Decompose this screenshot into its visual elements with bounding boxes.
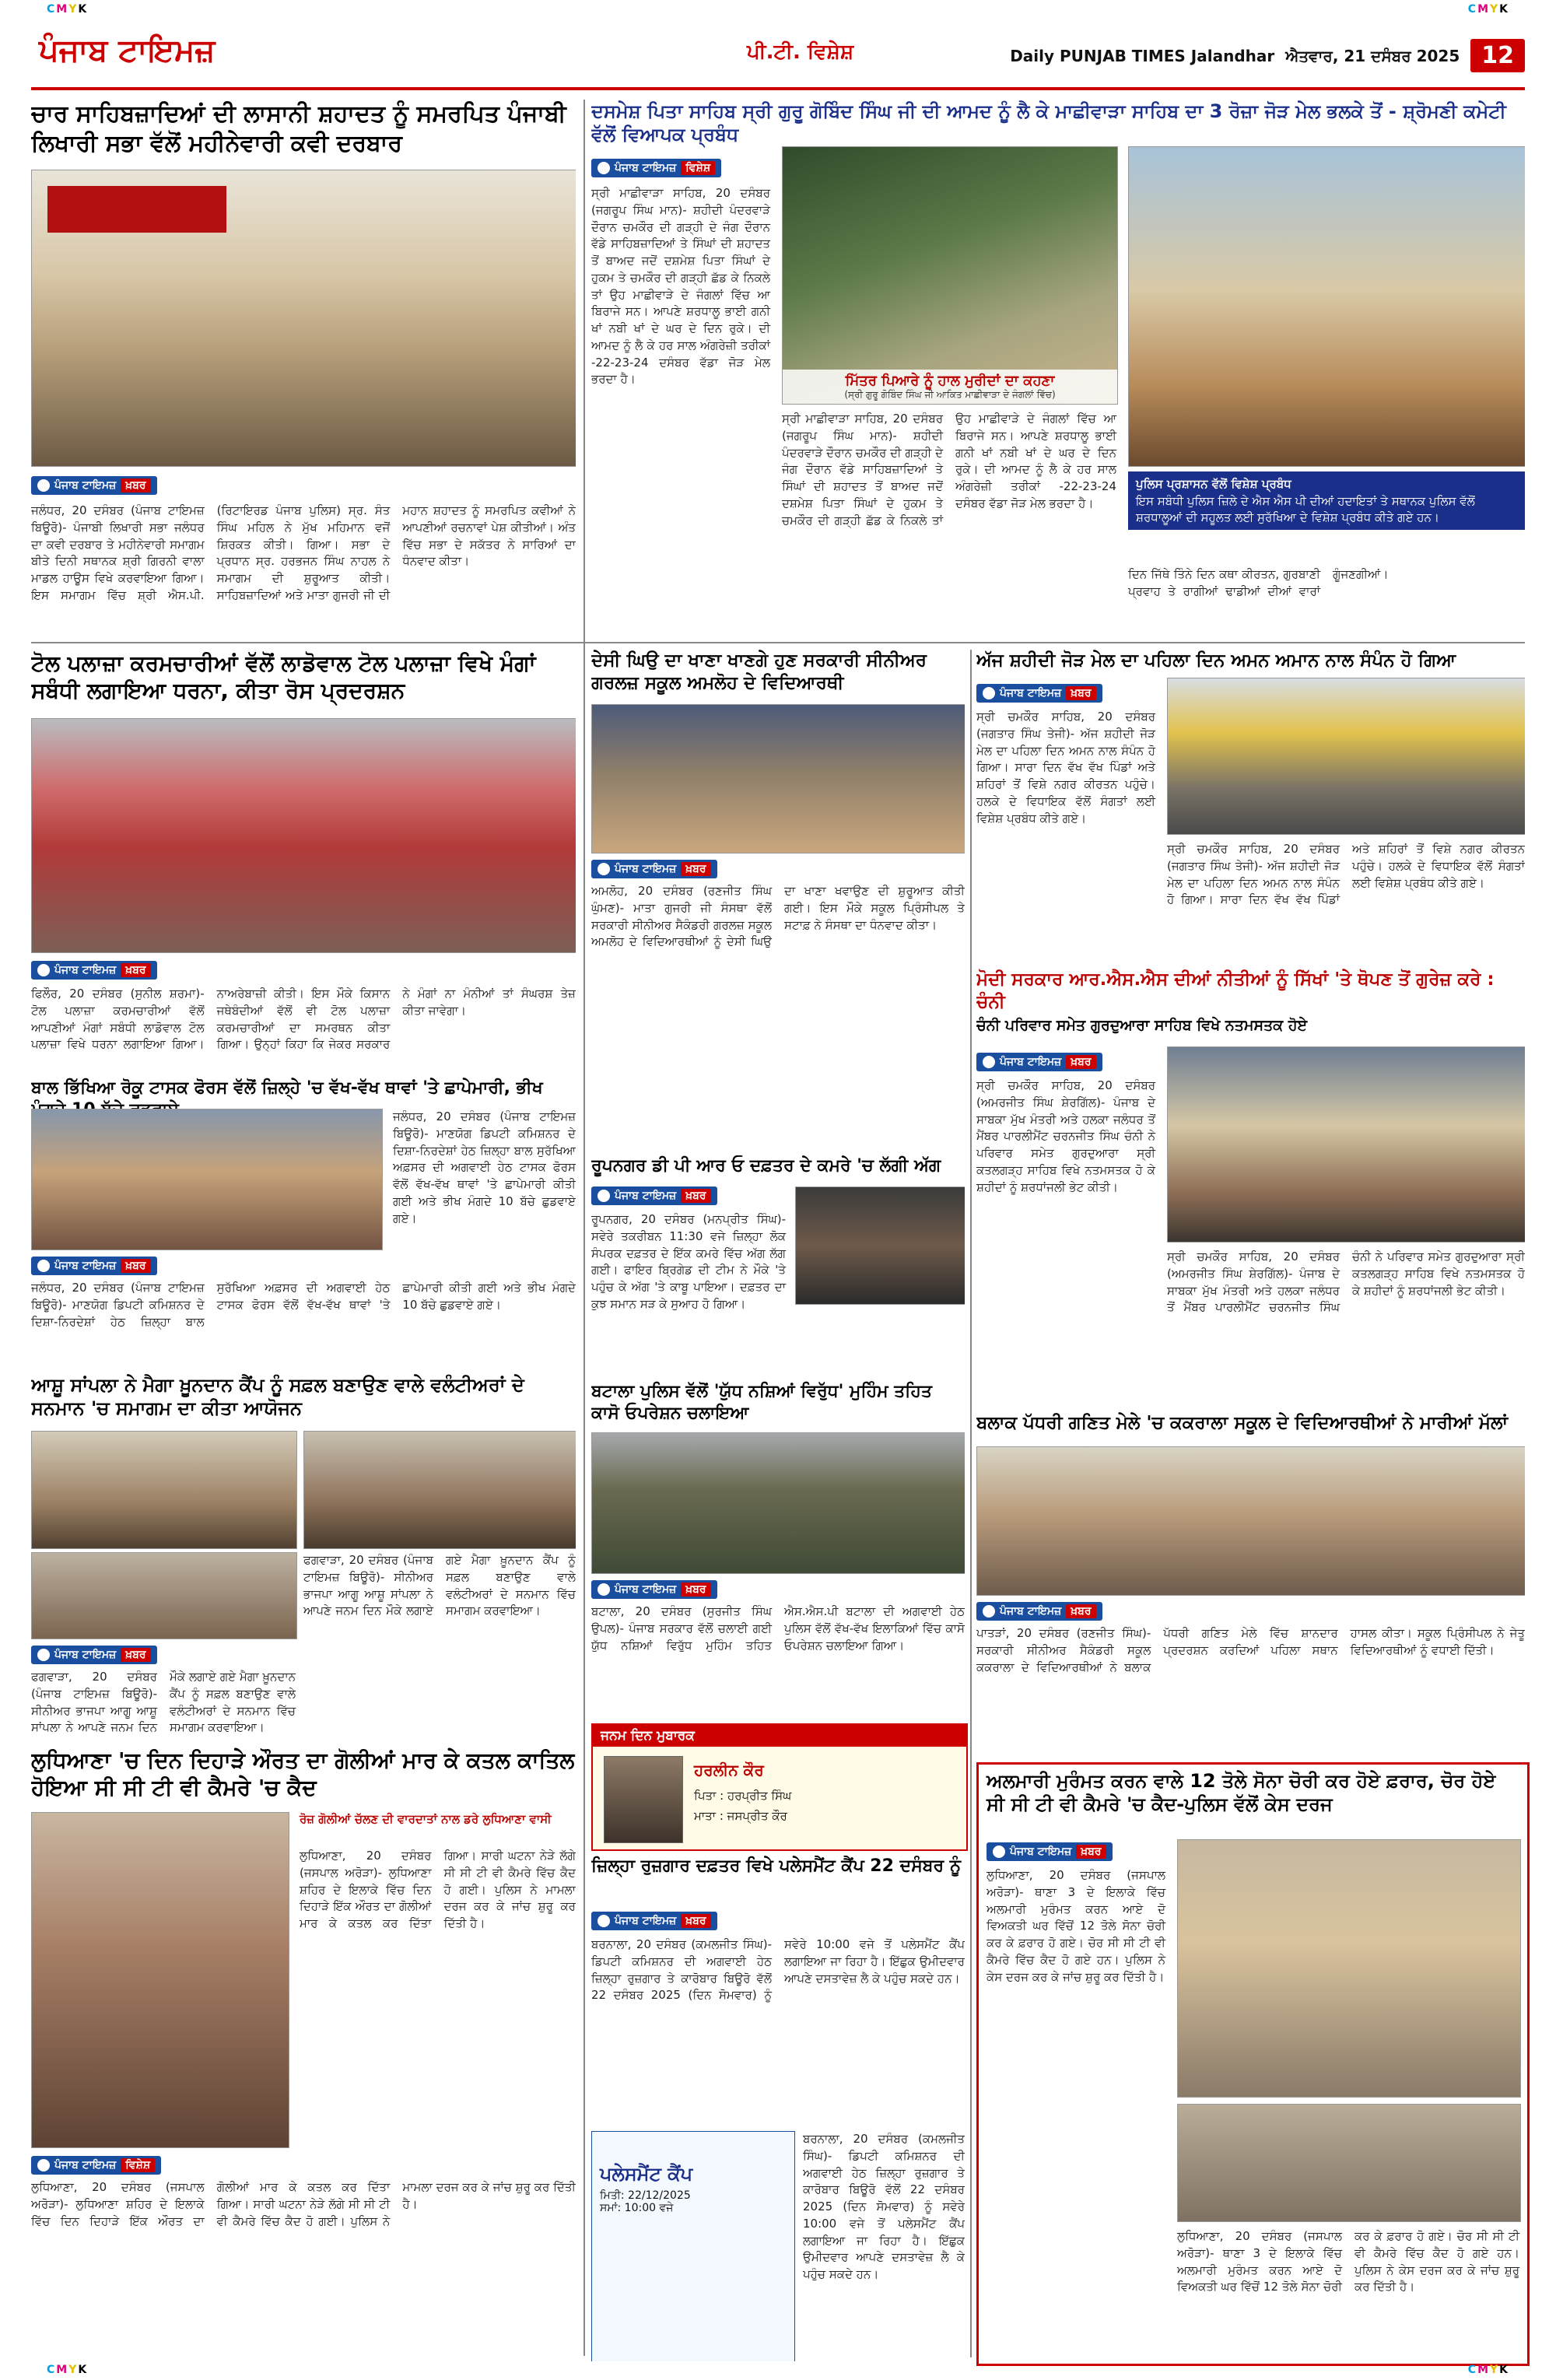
photo-cctv-1: [1177, 1839, 1521, 2098]
headline: ਜ਼ਿਲ੍ਹਾ ਰੁਜ਼ਗਾਰ ਦਫ਼ਤਰ ਵਿਖੇ ਪਲੇਸਮੈਂਟ ਕੈਂਪ 22 ਦਸੰਬਰ ਨੂੰ: [591, 1856, 962, 1876]
article-body: ਬਟਾਲਾ, 20 ਦਸੰਬਰ (ਸੁਰਜੀਤ ਸਿੰਘ ਉਪਲ)- ਪੰਜਾਬ ਸਰਕਾਰ ਵੱਲੋਂ ਚਲਾਈ ਗਈ ਯੁੱਧ ਨਸ਼ਿਆਂ ਵਿਰੁੱਧ ਮੁਹਿੰਮ ਤਹਿਤ ਐਸ.ਐਸ.ਪੀ ਬਟਾਲਾ ਦੀ ਅਗਵਾਈ ਹੇਠ ਪੁਲਿਸ ਵੱਲੋਂ ਵੱਖ-ਵੱਖ ਇਲਾਕਿਆਂ ਵਿੱਚ ਕਾਸੋ ਓਪਰੇਸ਼ਨ ਚਲਾਇਆ ਗਿਆ।: [591, 1604, 965, 1653]
photo-sahibzade-painting: [1128, 146, 1525, 467]
birthday-name: ਹਰਲੀਨ ਕੌਰ: [694, 1761, 764, 1779]
logo-icon: [37, 1649, 50, 1661]
article-kavi-darbar: [31, 100, 576, 636]
article-body-side: ਲੁਧਿਆਣਾ, 20 ਦਸੰਬਰ (ਜਸਪਾਲ ਅਰੋੜਾ)- ਲੁਧਿਆਣਾ ਸ਼ਹਿਰ ਦੇ ਇਲਾਕੇ ਵਿੱਚ ਦਿਨ ਦਿਹਾੜੇ ਇੱਕ ਔਰਤ ਦਾ ਗੋਲੀਆਂ ਮਾਰ ਕੇ ਕਤਲ ਕਰ ਦਿੱਤਾ ਗਿਆ। ਸਾਰੀ ਘਟਨਾ ਨੇੜੇ ਲੱਗੇ ਸੀ ਸੀ ਟੀ ਵੀ ਕੈਮਰੇ ਵਿੱਚ ਕੈਦ ਹੋ ਗਈ। ਪੁਲਿਸ ਨੇ ਮਾਮਲਾ ਦਰਜ ਕਰ ਕੇ ਜਾਂਚ ਸ਼ੁਰੂ ਕਰ ਦਿੱਤੀ ਹੈ।: [300, 1849, 576, 1930]
news-tag: ਪੰਜਾਬ ਟਾਇਮਜ਼ ਖ਼ਬਰ: [591, 1580, 717, 1599]
article-body: ਫਗਵਾੜਾ, 20 ਦਸੰਬਰ (ਪੰਜਾਬ ਟਾਇਮਜ਼ ਬਿਊਰੋ)- ਸੀਨੀਅਰ ਭਾਜਪਾ ਆਗੂ ਆਸ਼ੂ ਸਾਂਪਲਾ ਨੇ ਆਪਣੇ ਜਨਮ ਦਿਨ ਮੌਕੇ ਲਗਾਏ ਗਏ ਮੈਗਾ ਖ਼ੂਨਦਾਨ ਕੈਂਪ ਨੂੰ ਸਫ਼ਲ ਬਣਾਉਣ ਵਾਲੇ ਵਲੰਟੀਅਰਾਂ ਦੇ ਸਨਮਾਨ ਵਿੱਚ ਸਮਾਗਮ ਕਰਵਾਇਆ।: [31, 1670, 296, 1735]
article-body: ਪਾਤੜਾਂ, 20 ਦਸੰਬਰ (ਰਣਜੀਤ ਸਿੰਘ)- ਸਰਕਾਰੀ ਸੀਨੀਅਰ ਸੈਕੰਡਰੀ ਸਕੂਲ ਕਕਰਾਲਾ ਦੇ ਵਿਦਿਆਰਥੀਆਂ ਨੇ ਬਲਾਕ ਪੱਧਰੀ ਗਣਿਤ ਮੇਲੇ ਵਿੱਚ ਸ਼ਾਨਦਾਰ ਪ੍ਰਦਰਸ਼ਨ ਕਰਦਿਆਂ ਪਹਿਲਾ ਸਥਾਨ ਹਾਸਲ ਕੀਤਾ। ਸਕੂਲ ਪ੍ਰਿੰਸੀਪਲ ਨੇ ਜੇਤੂ ਵਿਦਿਆਰਥੀਆਂ ਨੂੰ ਵਧਾਈ ਦਿੱਤੀ।: [976, 1626, 1525, 1674]
banner-graphic: [47, 186, 226, 233]
vishesh-tag: ਪੰਜਾਬ ਟਾਇਮਜ਼ ਵਿਸ਼ੇਸ਼: [591, 159, 721, 177]
article-body: ਬਰਨਾਲਾ, 20 ਦਸੰਬਰ (ਕਮਲਜੀਤ ਸਿੰਘ)- ਡਿਪਟੀ ਕਮਿਸ਼ਨਰ ਦੀ ਅਗਵਾਈ ਹੇਠ ਜ਼ਿਲ੍ਹਾ ਰੁਜ਼ਗਾਰ ਤੇ ਕਾਰੋਬਾਰ ਬਿਊਰੋ ਵੱਲੋਂ 22 ਦਸੰਬਰ 2025 (ਦਿਨ ਸੋਮਵਾਰ) ਨੂੰ ਸਵੇਰੇ 10:00 ਵਜੇ ਤੋਂ ਪਲੇਸਮੈਂਟ ਕੈਂਪ ਲਗਾਇਆ ਜਾ ਰਿਹਾ ਹੈ। ਇੱਛੁਕ ਉਮੀਦਵਾਰ ਆਪਣੇ ਦਸਤਾਵੇਜ਼ ਲੈ ਕੇ ਪਹੁੰਚ ਸਕਦੇ ਹਨ।: [591, 1937, 965, 2003]
article-channi: [976, 969, 1525, 1404]
cmyk-mark-bottom-right: CMYK: [1467, 2364, 1509, 2376]
logo-icon: [983, 1605, 995, 1618]
article-note: ਦਿਨ ਜਿੱਥੇ ਤਿੰਨੇ ਦਿਨ ਕਥਾ ਕੀਰਤਨ, ਗੁਰਬਾਣੀ ਪ੍ਰਵਾਹ ਤੇ ਰਾਗੀਆਂ ਢਾਡੀਆਂ ਦੀਆਂ ਵਾਰਾਂ ਗੂੰਜਣਗੀਆਂ।: [1128, 567, 1389, 598]
article-kakrala-school: [976, 1412, 1525, 1754]
photo-math-fair: [976, 1446, 1525, 1596]
news-tag: ਪੰਜਾਬ ਟਾਇਮਜ਼ ਖ਼ਬਰ: [31, 1646, 157, 1664]
logo-icon: [37, 964, 50, 976]
birthday-title: ਜਨਮ ਦਿਨ ਮੁਬਾਰਕ: [593, 1725, 966, 1747]
article-body: ਫਿਲੌਰ, 20 ਦਸੰਬਰ (ਸੁਨੀਲ ਸ਼ਰਮਾ)- ਟੋਲ ਪਲਾਜ਼ਾ ਕਰਮਚਾਰੀਆਂ ਵੱਲੋਂ ਆਪਣੀਆਂ ਮੰਗਾਂ ਸਬੰਧੀ ਲਾਡੋਵਾਲ ਟੋਲ ਪਲਾਜ਼ਾ ਵਿਖੇ ਧਰਨਾ ਲਗਾਇਆ ਗਿਆ। ਨਾਅਰੇਬਾਜ਼ੀ ਕੀਤੀ। ਇਸ ਮੌਕੇ ਕਿਸਾਨ ਜਥੇਬੰਦੀਆਂ ਵੱਲੋਂ ਵੀ ਟੋਲ ਪਲਾਜ਼ਾ ਕਰਮਚਾਰੀਆਂ ਦਾ ਸਮਰਥਨ ਕੀਤਾ ਗਿਆ। ਉਨ੍ਹਾਂ ਕਿਹਾ ਕਿ ਜੇਕਰ ਸਰਕਾਰ ਨੇ ਮੰਗਾਂ ਨਾ ਮੰਨੀਆਂ ਤਾਂ ਸੰਘਰਸ਼ ਤੇਜ਼ ਕੀਤਾ ਜਾਵੇਗਾ।: [31, 987, 576, 1052]
police-box-text: ਇਸ ਸਬੰਧੀ ਪੁਲਿਸ ਜ਼ਿਲੇ ਦੇ ਐਸ ਐਸ ਪੀ ਦੀਆਂ ਹਦਾਇਤਾਂ ਤੇ ਸਥਾਨਕ ਪੁਲਿਸ ਵੱਲੋਂ ਸ਼ਰਧਾਲੂਆਂ ਦੀ ਸਹੂਲਤ ਲਈ ਸੁਰੱਖਿਆ ਦੇ ਵਿਸ਼ੇਸ਼ ਪ੍ਰਬੰਧ ਕੀਤੇ ਗਏ ਹਨ।: [1136, 494, 1475, 524]
logo-icon: [598, 162, 610, 174]
news-tag: ਪੰਜਾਬ ਟਾਇਮਜ਼ ਖ਼ਬਰ: [31, 476, 157, 495]
police-box-title: ਪੁਲਿਸ ਪ੍ਰਸ਼ਾਸਨ ਵੱਲੋਂ ਵਿਸ਼ੇਸ਼ ਪ੍ਰਬੰਧ: [1136, 477, 1291, 491]
news-tag: ਪੰਜਾਬ ਟਾਇਮਜ਼ ਖ਼ਬਰ: [31, 1257, 157, 1275]
article-body: ਲੁਧਿਆਣਾ, 20 ਦਸੰਬਰ (ਜਸਪਾਲ ਅਰੋੜਾ)- ਲੁਧਿਆਣਾ ਸ਼ਹਿਰ ਦੇ ਇਲਾਕੇ ਵਿੱਚ ਦਿਨ ਦਿਹਾੜੇ ਇੱਕ ਔਰਤ ਦਾ ਗੋਲੀਆਂ ਮਾਰ ਕੇ ਕਤਲ ਕਰ ਦਿੱਤਾ ਗਿਆ। ਸਾਰੀ ਘਟਨਾ ਨੇੜੇ ਲੱਗੇ ਸੀ ਸੀ ਟੀ ਵੀ ਕੈਮਰੇ ਵਿੱਚ ਕੈਦ ਹੋ ਗਈ। ਪੁਲਿਸ ਨੇ ਮਾਮਲਾ ਦਰਜ ਕਰ ਕੇ ਜਾਂਚ ਸ਼ੁਰੂ ਕਰ ਦਿੱਤੀ ਹੈ।: [31, 2180, 576, 2228]
cmyk-mark-left: CMYK: [47, 3, 89, 16]
news-tag: ਪੰਜਾਬ ਟਾਇਮਜ਼ ਖ਼ਬਰ: [976, 684, 1102, 703]
poster-time: ਸਮਾਂ: 10:00 ਵਜੇ: [600, 2202, 674, 2214]
news-tag: ਪੰਜਾਬ ਟਾਇਮਜ਼ ਖ਼ਬਰ: [976, 1053, 1102, 1071]
photo-caption: ਮਿੱਤਰ ਪਿਆਰੇ ਨੂੰ ਹਾਲ ਮੁਰੀਦਾਂ ਦਾ ਕਹਣਾ: [845, 373, 1055, 389]
photo-subcaption: (ਸ੍ਰੀ ਗੁਰੂ ਗੋਬਿੰਦ ਸਿੰਘ ਜੀ ਆਕਿਤ ਮਾਛੀਵਾੜਾ ਦੇ ਜੰਗਲਾਂ ਵਿੱਚ): [844, 389, 1056, 400]
photo-task-force: [31, 1109, 383, 1250]
poster-title: ਪਲੇਸਮੈਂਟ ਕੈਂਪ: [600, 2163, 693, 2185]
news-tag: ਪੰਜਾਬ ਟਾਇਮਜ਼ ਖ਼ਬਰ: [591, 1912, 717, 1930]
headline: ਰੂਪਨਗਰ ਡੀ ਪੀ ਆਰ ਓ ਦਫ਼ਤਰ ਦੇ ਕਮਰੇ 'ਚ ਲੱਗੀ ਅੱਗ: [591, 1156, 941, 1176]
birthday-photo: [604, 1756, 683, 1843]
headline: ਦਸਮੇਸ਼ ਪਿਤਾ ਸਾਹਿਬ ਸ੍ਰੀ ਗੁਰੂ ਗੋਬਿੰਦ ਸਿੰਘ ਜੀ ਦੀ ਆਮਦ ਨੂੰ ਲੈ ਕੇ ਮਾਛੀਵਾੜਾ ਸਾਹਿਬ ਦਾ 3 ਰੋਜ਼ਾ ਜੋੜ ਮੇਲ ਭਲਕੇ ਤੋਂ - ਸ਼੍ਰੋਮਣੀ ਕਮੇਟੀ ਵੱਲੋਂ ਵਿਆਪਕ ਪ੍ਰਬੰਧ: [591, 100, 1506, 145]
news-tag: ਪੰਜਾਬ ਟਾਇਮਜ਼ ਖ਼ਬਰ: [591, 860, 717, 878]
brand-title: ਪੰਜਾਬ ਟਾਇਮਜ਼: [39, 33, 216, 68]
page-number: 12: [1470, 39, 1525, 72]
photo-cctv-2: [1177, 2104, 1521, 2222]
headline: ਮੋਦੀ ਸਰਕਾਰ ਆਰ.ਐਸ.ਐਸ ਦੀਆਂ ਨੀਤੀਆਂ ਨੂੰ ਸਿੱਖਾਂ 'ਤੇ ਥੋਪਣ ਤੋਂ ਗੁਰੇਜ਼ ਕਰੇ : ਚੰਨੀ: [976, 969, 1495, 1012]
section-title: ਪੀ.ਟੀ. ਵਿਸ਼ੇਸ਼: [747, 40, 854, 64]
divider: [31, 642, 1525, 643]
headline: ਆਸ਼ੂ ਸਾਂਪਲਾ ਨੇ ਮੈਗਾ ਖ਼ੂਨਦਾਨ ਕੈਂਪ ਨੂੰ ਸਫ਼ਲ ਬਣਾਉਣ ਵਾਲੇ ਵਲੰਟੀਅਰਾਂ ਦੇ ਸਨਮਾਨ 'ਚ ਸਮਾਗਮ ਦਾ ਕੀਤਾ ਆਯੋਜਨ: [31, 1374, 524, 1419]
article-body: ਸ੍ਰੀ ਚਮਕੌਰ ਸਾਹਿਬ, 20 ਦਸੰਬਰ (ਜਗਤਾਰ ਸਿੰਘ ਤੇਜੀ)- ਅੱਜ ਸ਼ਹੀਦੀ ਜੋੜ ਮੇਲ ਦਾ ਪਹਿਲਾ ਦਿਨ ਅਮਨ ਨਾਲ ਸੰਪੰਨ ਹੋ ਗਿਆ। ਸਾਰਾ ਦਿਨ ਵੱਖ ਵੱਖ ਪਿੰਡਾਂ ਅਤੇ ਸ਼ਹਿਰਾਂ ਤੋਂ ਵਿਸ਼ੇ ਨਗਰ ਕੀਰਤਨ ਪਹੁੰਚੇ। ਹਲਕੇ ਦੇ ਵਿਧਾਇਕ ਵੱਲੋਂ ਸੰਗਤਾਂ ਲਈ ਵਿਸ਼ੇਸ਼ ਪ੍ਰਬੰਧ ਕੀਤੇ ਗਏ।: [976, 710, 1155, 825]
birthday-father: ਪਿਤਾ : ਹਰਪ੍ਰੀਤ ਸਿੰਘ: [694, 1789, 792, 1803]
logo-icon: [598, 1583, 610, 1596]
article-body-continued: ਸ੍ਰੀ ਚਮਕੌਰ ਸਾਹਿਬ, 20 ਦਸੰਬਰ (ਜਗਤਾਰ ਸਿੰਘ ਤੇਜੀ)- ਅੱਜ ਸ਼ਹੀਦੀ ਜੋੜ ਮੇਲ ਦਾ ਪਹਿਲਾ ਦਿਨ ਅਮਨ ਨਾਲ ਸੰਪੰਨ ਹੋ ਗਿਆ। ਸਾਰਾ ਦਿਨ ਵੱਖ ਵੱਖ ਪਿੰਡਾਂ ਅਤੇ ਸ਼ਹਿਰਾਂ ਤੋਂ ਵਿਸ਼ੇ ਨਗਰ ਕੀਰਤਨ ਪਹੁੰਚੇ। ਹਲਕੇ ਦੇ ਵਿਧਾਇਕ ਵੱਲੋਂ ਸੰਗਤਾਂ ਲਈ ਵਿਸ਼ੇਸ਼ ਪ੍ਰਬੰਧ ਕੀਤੇ ਗਏ।: [1167, 842, 1525, 907]
masthead: [31, 28, 1525, 90]
logo-icon: [598, 1915, 610, 1927]
photo-toll-protest: [31, 718, 576, 953]
headline: ਦੇਸੀ ਘਿਉ ਦਾ ਖਾਣਾ ਖਾਣਗੇ ਹੁਣ ਸਰਕਾਰੀ ਸੀਨੀਅਰ ਗਰਲਜ਼ ਸਕੂਲ ਅਮਲੋਹ ਦੇ ਵਿਦਿਆਰਥੀ: [591, 650, 927, 693]
article-placement-camp: [591, 1856, 965, 2361]
logo-icon: [983, 1056, 995, 1068]
logo-icon: [993, 1845, 1005, 1858]
article-jor-mel: [976, 650, 1525, 961]
article-machhiwara: [591, 100, 1525, 636]
inset-heading: ਰੋਜ਼ ਗੋਲੀਆਂ ਚੱਲਣ ਦੀ ਵਾਰਦਾਤਾਂ ਨਾਲ ਡਰੇ ਲੁਧਿਆਣਾ ਵਾਸੀ: [300, 1812, 552, 1826]
logo-icon: [598, 1190, 610, 1202]
birthday-box: [591, 1723, 968, 1851]
logo-icon: [37, 479, 50, 492]
logo-icon: [37, 1260, 50, 1272]
headline: ਬਲਾਕ ਪੱਧਰੀ ਗਣਿਤ ਮੇਲੇ 'ਚ ਕਕਰਾਲਾ ਸਕੂਲ ਦੇ ਵਿਦਿਆਰਥੀਆਂ ਨੇ ਮਾਰੀਆਂ ਮੱਲਾਂ: [976, 1413, 1509, 1433]
photo-guru-painting: [782, 146, 1118, 405]
article-body: ਸ੍ਰੀ ਮਾਛੀਵਾੜਾ ਸਾਹਿਬ, 20 ਦਸੰਬਰ (ਜਗਰੂਪ ਸਿੰਘ ਮਾਨ)- ਸ਼ਹੀਦੀ ਪੰਦਰਵਾੜੇ ਦੌਰਾਨ ਚਮਕੌਰ ਦੀ ਗੜ੍ਹੀ ਦੇ ਜੰਗ ਦੌਰਾਨ ਵੱਡੇ ਸਾਹਿਬਜ਼ਾਦਿਆਂ ਤੇ ਸਿੰਘਾਂ ਦੀ ਸ਼ਹਾਦਤ ਤੋਂ ਬਾਅਦ ਜਦੋਂ ਦਸ਼ਮੇਸ਼ ਪਿਤਾ ਸਿੰਘਾਂ ਦੇ ਹੁਕਮ ਤੇ ਚਮਕੌਰ ਦੀ ਗੜ੍ਹੀ ਛੱਡ ਕੇ ਨਿਕਲੇ ਤਾਂ ਉਹ ਮਾਛੀਵਾੜੇ ਦੇ ਜੰਗਲਾਂ ਵਿੱਚ ਆ ਬਿਰਾਜੇ ਸਨ। ਆਪਣੇ ਸ਼ਰਧਾਲੂ ਭਾਈ ਗਨੀ ਖਾਂ ਨਬੀ ਖਾਂ ਦੇ ਘਰ ਦੇ ਦਿਨ ਰੁਕੇ। ਦੀ ਆਮਦ ਨੂੰ ਲੈ ਕੇ ਹਰ ਸਾਲ ਅੰਗਰੇਜ਼ੀ ਤਰੀਕਾਂ -22-23-24 ਦਸੰਬਰ ਵੱਡਾ ਜੋੜ ਮੇਲ ਭਰਦਾ ਹੈ।: [591, 186, 770, 387]
logo-icon: [37, 2159, 50, 2171]
photo-school-meal: [591, 704, 965, 854]
logo-icon: [983, 687, 995, 699]
article-body: ਸ੍ਰੀ ਚਮਕੌਰ ਸਾਹਿਬ, 20 ਦਸੰਬਰ (ਅਮਰਜੀਤ ਸਿੰਘ ਸ਼ੇਰਗਿੱਲ)- ਪੰਜਾਬ ਦੇ ਸਾਬਕਾ ਮੁੱਖ ਮੰਤਰੀ ਅਤੇ ਹਲਕਾ ਜਲੰਧਰ ਤੋਂ ਮੈਂਬਰ ਪਾਰਲੀਮੈਂਟ ਚਰਨਜੀਤ ਸਿੰਘ ਚੰਨੀ ਨੇ ਪਰਿਵਾਰ ਸਮੇਤ ਗੁਰਦੁਆਰਾ ਸ੍ਰੀ ਕਤਲਗੜ੍ਹ ਸਾਹਿਬ ਵਿਖੇ ਨਤਮਸਤਕ ਹੋ ਕੇ ਸ਼ਹੀਦਾਂ ਨੂੰ ਸ਼ਰਧਾਂਜਲੀ ਭੇਟ ਕੀਤੀ।: [976, 1078, 1155, 1194]
paper-name: Daily PUNJAB TIMES Jalandhar: [1010, 46, 1275, 65]
photo-jor-mel: [1167, 678, 1525, 835]
vishesh-tag: ਪੰਜਾਬ ਟਾਇਮਜ਼ ਵਿਸ਼ੇਸ਼: [31, 2156, 161, 2175]
headline: ਚਾਰ ਸਾਹਿਬਜ਼ਾਦਿਆਂ ਦੀ ਲਾਸਾਨੀ ਸ਼ਹਾਦਤ ਨੂੰ ਸਮਰਪਿਤ ਪੰਜਾਬੀ ਲਿਖਾਰੀ ਸਭਾ ਵੱਲੋਂ ਮਹੀਨੇਵਾਰੀ ਕਵੀ ਦਰਬਾਰ: [31, 100, 566, 157]
news-tag: ਪੰਜਾਬ ਟਾਇਮਜ਼ ਖ਼ਬਰ: [591, 1186, 717, 1205]
article-body-continued: ਲੁਧਿਆਣਾ, 20 ਦਸੰਬਰ (ਜਸਪਾਲ ਅਰੋੜਾ)- ਥਾਣਾ 3 ਦੇ ਇਲਾਕੇ ਵਿੱਚ ਅਲਮਾਰੀ ਮੁਰੰਮਤ ਕਰਨ ਆਏ ਦੋ ਵਿਅਕਤੀ ਘਰ ਵਿੱਚੋਂ 12 ਤੋਲੇ ਸੋਨਾ ਚੋਰੀ ਕਰ ਕੇ ਫ਼ਰਾਰ ਹੋ ਗਏ। ਚੋਰ ਸੀ ਸੀ ਟੀ ਵੀ ਕੈਮਰੇ ਵਿੱਚ ਕੈਦ ਹੋ ਗਏ ਹਨ। ਪੁਲਿਸ ਨੇ ਕੇਸ ਦਰਜ ਕਰ ਕੇ ਜਾਂਚ ਸ਼ੁਰੂ ਕਰ ਦਿੱਤੀ ਹੈ।: [1177, 2229, 1519, 2294]
photo-victim: [31, 1812, 289, 2148]
headline: ਅੱਜ ਸ਼ਹੀਦੀ ਜੋੜ ਮੇਲ ਦਾ ਪਹਿਲਾ ਦਿਨ ਅਮਨ ਅਮਾਨ ਨਾਲ ਸੰਪੰਨ ਹੋ ਗਿਆ: [976, 650, 1456, 671]
article-ludhiana-murder: [31, 1747, 576, 2361]
photo-blood-camp-3: [31, 1552, 297, 1639]
photo-kavi-darbar: [31, 170, 576, 467]
article-desi-ghee: [591, 650, 965, 1148]
article-body-continued: ਬਰਨਾਲਾ, 20 ਦਸੰਬਰ (ਕਮਲਜੀਤ ਸਿੰਘ)- ਡਿਪਟੀ ਕਮਿਸ਼ਨਰ ਦੀ ਅਗਵਾਈ ਹੇਠ ਜ਼ਿਲ੍ਹਾ ਰੁਜ਼ਗਾਰ ਤੇ ਕਾਰੋਬਾਰ ਬਿਊਰੋ ਵੱਲੋਂ 22 ਦਸੰਬਰ 2025 (ਦਿਨ ਸੋਮਵਾਰ) ਨੂੰ ਸਵੇਰੇ 10:00 ਵਜੇ ਤੋਂ ਪਲੇਸਮੈਂਟ ਕੈਂਪ ਲਗਾਇਆ ਜਾ ਰਿਹਾ ਹੈ। ਇੱਛੁਕ ਉਮੀਦਵਾਰ ਆਪਣੇ ਦਸਤਾਵੇਜ਼ ਲੈ ਕੇ ਪਹੁੰਚ ਸਕਦੇ ਹਨ।: [803, 2132, 965, 2281]
headline: ਟੋਲ ਪਲਾਜ਼ਾ ਕਰਮਚਾਰੀਆਂ ਵੱਲੋਂ ਲਾਡੋਵਾਲ ਟੋਲ ਪਲਾਜ਼ਾ ਵਿਖੇ ਮੰਗਾਂ ਸਬੰਧੀ ਲਗਾਇਆ ਧਰਨਾ, ਕੀਤਾ ਰੋਸ ਪ੍ਰਦਰਸ਼ਨ: [31, 650, 536, 703]
police-box: [1128, 471, 1525, 530]
placement-poster: [591, 2131, 795, 2361]
news-tag: ਪੰਜਾਬ ਟਾਇਮਜ਼ ਖ਼ਬਰ: [31, 961, 157, 980]
article-body: ਜਲੰਧਰ, 20 ਦਸੰਬਰ (ਪੰਜਾਬ ਟਾਇਮਜ਼ ਬਿਊਰੋ)- ਪੰਜਾਬੀ ਲਿਖਾਰੀ ਸਭਾ ਜਲੰਧਰ ਦਾ ਕਵੀ ਦਰਬਾਰ ਤੇ ਮਹੀਨੇਵਾਰੀ ਸਮਾਗਮ ਬੀਤੇ ਦਿਨੀ ਸਥਾਨਕ ਸ਼੍ਰੀ ਗਿਰਨੀ ਵਾਲਾ ਮਾਡਲ ਹਾਊਸ ਵਿਖੇ ਕਰਵਾਇਆ ਗਿਆ। ਇਸ ਸਮਾਗਮ ਵਿੱਚ ਸ਼੍ਰੀ ਐਸ.ਪੀ. (ਰਿਟਾਇਰਡ ਪੰਜਾਬ ਪੁਲਿਸ) ਸ੍ਰ. ਸੰਤ ਸਿੰਘ ਮਹਿਲ ਨੇ ਮੁੱਖ ਮਹਿਮਾਨ ਵਜੋਂ ਸ਼ਿਰਕਤ ਕੀਤੀ। ਗਿਆ। ਸਭਾ ਦੇ ਪ੍ਰਧਾਨ ਸ੍ਰ. ਹਰਭਜਨ ਸਿੰਘ ਨਾਹਲ ਨੇ ਸਮਾਗਮ ਦੀ ਸ਼ੁਰੂਆਤ ਕੀਤੀ। ਸਾਹਿਬਜ਼ਾਦਿਆਂ ਅਤੇ ਮਾਤਾ ਗੁਜਰੀ ਜੀ ਦੀ ਮਹਾਨ ਸ਼ਹਾਦਤ ਨੂੰ ਸਮਰਪਿਤ ਕਵੀਆਂ ਨੇ ਆਪਣੀਆਂ ਰਚਨਾਵਾਂ ਪੇਸ਼ ਕੀਤੀਆਂ। ਅੰਤ ਵਿੱਚ ਸਭਾ ਦੇ ਸਕੱਤਰ ਨੇ ਸਾਰਿਆਂ ਦਾ ਧੰਨਵਾਦ ਕੀਤਾ।: [31, 503, 576, 602]
article-body-side: ਜਲੰਧਰ, 20 ਦਸੰਬਰ (ਪੰਜਾਬ ਟਾਇਮਜ਼ ਬਿਊਰੋ)- ਮਾਣਯੋਗ ਡਿਪਟੀ ਕਮਿਸ਼ਨਰ ਦੇ ਦਿਸ਼ਾ-ਨਿਰਦੇਸ਼ਾਂ ਹੇਠ ਜ਼ਿਲ੍ਹਾ ਬਾਲ ਸੁਰੱਖਿਆ ਅਫ਼ਸਰ ਦੀ ਅਗਵਾਈ ਹੇਠ ਟਾਸਕ ਫੋਰਸ ਵੱਲੋਂ ਵੱਖ-ਵੱਖ ਥਾਵਾਂ 'ਤੇ ਛਾਪੇਮਾਰੀ ਕੀਤੀ ਗਈ ਅਤੇ ਭੀਖ ਮੰਗਦੇ 10 ਬੱਚੇ ਛੁਡਵਾਏ ਗਏ।: [393, 1109, 576, 1225]
photo-blood-camp-2: [303, 1431, 576, 1549]
article-dpro-fire: [591, 1155, 965, 1373]
headline: ਬਾਲ ਭਿੱਖਿਆ ਰੋਕੂ ਟਾਸਕ ਫੋਰਸ ਵੱਲੋਂ ਜ਼ਿਲ੍ਹੇ 'ਚ ਵੱਖ-ਵੱਖ ਥਾਵਾਂ 'ਤੇ ਛਾਪੇਮਾਰੀ, ਭੀਖ: [31, 1078, 543, 1098]
headline: ਅਲਮਾਰੀ ਮੁਰੰਮਤ ਕਰਨ ਵਾਲੇ 12 ਤੋਲੇ ਸੋਨਾ ਚੋਰੀ ਕਰ ਹੋਏ ਫ਼ਰਾਰ, ਚੋਰ ਹੋਏ ਸੀ ਸੀ ਟੀ ਵੀ ਕੈਮਰੇ 'ਚ ਕੈਦ-ਪੁਲਿਸ ਵੱਲੋਂ ਕੇਸ ਦਰਜ: [987, 1770, 1496, 1815]
photo-blood-camp-1: [31, 1431, 297, 1549]
photo-burnt-room: [795, 1186, 965, 1305]
article-bal-bhikhia: [31, 1078, 576, 1365]
headline: ਬਟਾਲਾ ਪੁਲਿਸ ਵੱਲੋਂ 'ਯੁੱਧ ਨਸ਼ਿਆਂ ਵਿਰੁੱਧ' ਮੁਹਿੰਮ ਤਹਿਤ ਕਾਸੋ ਓਪਰੇਸ਼ਨ ਚਲਾਇਆ: [591, 1382, 932, 1423]
headline: ਲੁਧਿਆਣਾ 'ਚ ਦਿਨ ਦਿਹਾੜੇ ਔਰਤ ਦਾ ਗੋਲੀਆਂ ਮਾਰ ਕੇ ਕਤਲ ਕਾਤਿਲ ਹੋਇਆ ਸੀ ਸੀ ਟੀ ਵੀ ਕੈਮਰੇ 'ਚ ਕੈਦ: [31, 1747, 575, 1800]
cmyk-mark-bottom-left: CMYK: [47, 2364, 89, 2376]
article-body: ਜਲੰਧਰ, 20 ਦਸੰਬਰ (ਪੰਜਾਬ ਟਾਇਮਜ਼ ਬਿਊਰੋ)- ਮਾਣਯੋਗ ਡਿਪਟੀ ਕਮਿਸ਼ਨਰ ਦੇ ਦਿਸ਼ਾ-ਨਿਰਦੇਸ਼ਾਂ ਹੇਠ ਜ਼ਿਲ੍ਹਾ ਬਾਲ ਸੁਰੱਖਿਆ ਅਫ਼ਸਰ ਦੀ ਅਗਵਾਈ ਹੇਠ ਟਾਸਕ ਫੋਰਸ ਵੱਲੋਂ ਵੱਖ-ਵੱਖ ਥਾਵਾਂ 'ਤੇ ਛਾਪੇਮਾਰੀ ਕੀਤੀ ਗਈ ਅਤੇ ਭੀਖ ਮੰਗਦੇ 10 ਬੱਚੇ ਛੁਡਵਾਏ ਗਏ।: [31, 1281, 576, 1329]
article-body-continued: ਸ੍ਰੀ ਚਮਕੌਰ ਸਾਹਿਬ, 20 ਦਸੰਬਰ (ਅਮਰਜੀਤ ਸਿੰਘ ਸ਼ੇਰਗਿੱਲ)- ਪੰਜਾਬ ਦੇ ਸਾਬਕਾ ਮੁੱਖ ਮੰਤਰੀ ਅਤੇ ਹਲਕਾ ਜਲੰਧਰ ਤੋਂ ਮੈਂਬਰ ਪਾਰਲੀਮੈਂਟ ਚਰਨਜੀਤ ਸਿੰਘ ਚੰਨੀ ਨੇ ਪਰਿਵਾਰ ਸਮੇਤ ਗੁਰਦੁਆਰਾ ਸ੍ਰੀ ਕਤਲਗੜ੍ਹ ਸਾਹਿਬ ਵਿਖੇ ਨਤਮਸਤਕ ਹੋ ਕੇ ਸ਼ਹੀਦਾਂ ਨੂੰ ਸ਼ਰਧਾਂਜਲੀ ਭੇਟ ਕੀਤੀ।: [1167, 1250, 1525, 1315]
column-divider-right: [970, 650, 972, 2357]
article-body-continued: ਸ੍ਰੀ ਮਾਛੀਵਾੜਾ ਸਾਹਿਬ, 20 ਦਸੰਬਰ (ਜਗਰੂਪ ਸਿੰਘ ਮਾਨ)- ਸ਼ਹੀਦੀ ਪੰਦਰਵਾੜੇ ਦੌਰਾਨ ਚਮਕੌਰ ਦੀ ਗੜ੍ਹੀ ਦੇ ਜੰਗ ਦੌਰਾਨ ਵੱਡੇ ਸਾਹਿਬਜ਼ਾਦਿਆਂ ਤੇ ਸਿੰਘਾਂ ਦੀ ਸ਼ਹਾਦਤ ਤੋਂ ਬਾਅਦ ਜਦੋਂ ਦਸ਼ਮੇਸ਼ ਪਿਤਾ ਸਿੰਘਾਂ ਦੇ ਹੁਕਮ ਤੇ ਚਮਕੌਰ ਦੀ ਗੜ੍ਹੀ ਛੱਡ ਕੇ ਨਿਕਲੇ ਤਾਂ ਉਹ ਮਾਛੀਵਾੜੇ ਦੇ ਜੰਗਲਾਂ ਵਿੱਚ ਆ ਬਿਰਾਜੇ ਸਨ। ਆਪਣੇ ਸ਼ਰਧਾਲੂ ਭਾਈ ਗਨੀ ਖਾਂ ਨਬੀ ਖਾਂ ਦੇ ਘਰ ਦੇ ਦਿਨ ਰੁਕੇ। ਦੀ ਆਮਦ ਨੂੰ ਲੈ ਕੇ ਹਰ ਸਾਲ ਅੰਗਰੇਜ਼ੀ ਤਰੀਕਾਂ -22-23-24 ਦਸੰਬਰ ਵੱਡਾ ਜੋੜ ਮੇਲ ਭਰਦਾ ਹੈ।: [782, 412, 1116, 528]
poster-date: ਮਿਤੀ: 22/12/2025: [600, 2189, 691, 2202]
article-body: ਅਮਲੋਹ, 20 ਦਸੰਬਰ (ਰਣਜੀਤ ਸਿੰਘ ਘੁੰਮਣ)- ਮਾਤਾ ਗੁਜਰੀ ਜੀ ਸੰਸਥਾ ਵੱਲੋਂ ਸਰਕਾਰੀ ਸੀਨੀਅਰ ਸੈਕੰਡਰੀ ਗਰਲਜ਼ ਸਕੂਲ ਅਮਲੋਹ ਦੇ ਵਿਦਿਆਰਥੀਆਂ ਨੂੰ ਦੇਸੀ ਘਿਉ ਦਾ ਖਾਣਾ ਖਵਾਉਣ ਦੀ ਸ਼ੁਰੂਆਤ ਕੀਤੀ ਗਈ। ਇਸ ਮੌਕੇ ਸਕੂਲ ਪ੍ਰਿੰਸੀਪਲ ਤੇ ਸਟਾਫ਼ ਨੇ ਸੰਸਥਾ ਦਾ ਧੰਨਵਾਦ ਕੀਤਾ।: [591, 884, 965, 949]
article-gold-theft: [976, 1762, 1530, 2366]
article-toll-plaza: [31, 650, 576, 1070]
logo-icon: [598, 863, 610, 875]
news-tag: ਪੰਜਾਬ ਟਾਇਮਜ਼ ਖ਼ਬਰ: [987, 1842, 1113, 1861]
news-tag: ਪੰਜਾਬ ਟਾਇਮਜ਼ ਖ਼ਬਰ: [976, 1602, 1102, 1621]
article-blood-camp: [31, 1373, 576, 1739]
cmyk-mark-right: CMYK: [1467, 3, 1509, 16]
subheadline: ਚੰਨੀ ਪਰਿਵਾਰ ਸਮੇਤ ਗੁਰਦੁਆਰਾ ਸਾਹਿਬ ਵਿਖੇ ਨਤਮਸਤਕ ਹੋਏ: [976, 1016, 1308, 1034]
photo-channi-gurdwara: [1167, 1046, 1525, 1243]
issue-date: ਐਤਵਾਰ, 21 ਦਸੰਬਰ 2025: [1285, 46, 1460, 65]
article-batala-police: [591, 1381, 965, 1716]
birthday-mother: ਮਾਤਾ : ਜਸਪ੍ਰੀਤ ਕੌਰ: [694, 1809, 787, 1823]
photo-police-operation: [591, 1432, 965, 1574]
article-body: ਲੁਧਿਆਣਾ, 20 ਦਸੰਬਰ (ਜਸਪਾਲ ਅਰੋੜਾ)- ਥਾਣਾ 3 ਦੇ ਇਲਾਕੇ ਵਿੱਚ ਅਲਮਾਰੀ ਮੁਰੰਮਤ ਕਰਨ ਆਏ ਦੋ ਵਿਅਕਤੀ ਘਰ ਵਿੱਚੋਂ 12 ਤੋਲੇ ਸੋਨਾ ਚੋਰੀ ਕਰ ਕੇ ਫ਼ਰਾਰ ਹੋ ਗਏ। ਚੋਰ ਸੀ ਸੀ ਟੀ ਵੀ ਕੈਮਰੇ ਵਿੱਚ ਕੈਦ ਹੋ ਗਏ ਹਨ। ਪੁਲਿਸ ਨੇ ਕੇਸ ਦਰਜ ਕਰ ਕੇ ਜਾਂਚ ਸ਼ੁਰੂ ਕਰ ਦਿੱਤੀ ਹੈ।: [987, 1868, 1165, 1984]
masthead-info: [1010, 39, 1525, 72]
article-body: ਰੂਪਨਗਰ, 20 ਦਸੰਬਰ (ਮਨਪ੍ਰੀਤ ਸਿੰਘ)- ਸਵੇਰੇ ਤਕਰੀਬਨ 11:30 ਵਜੇ ਜ਼ਿਲ੍ਹਾ ਲੋਕ ਸੰਪਰਕ ਦਫ਼ਤਰ ਦੇ ਇੱਕ ਕਮਰੇ ਵਿੱਚ ਅੱਗ ਲੱਗ ਗਈ। ਫਾਇਰ ਬ੍ਰਿਗੇਡ ਦੀ ਟੀਮ ਨੇ ਮੌਕੇ 'ਤੇ ਪਹੁੰਚ ਕੇ ਅੱਗ 'ਤੇ ਕਾਬੂ ਪਾਇਆ। ਦਫ਼ਤਰ ਦਾ ਕੁਝ ਸਮਾਨ ਸੜ ਕੇ ਸੁਆਹ ਹੋ ਗਿਆ।: [591, 1212, 786, 1311]
column-divider-left: [584, 100, 585, 2356]
article-body-side: ਫਗਵਾੜਾ, 20 ਦਸੰਬਰ (ਪੰਜਾਬ ਟਾਇਮਜ਼ ਬਿਊਰੋ)- ਸੀਨੀਅਰ ਭਾਜਪਾ ਆਗੂ ਆਸ਼ੂ ਸਾਂਪਲਾ ਨੇ ਆਪਣੇ ਜਨਮ ਦਿਨ ਮੌਕੇ ਲਗਾਏ ਗਏ ਮੈਗਾ ਖ਼ੂਨਦਾਨ ਕੈਂਪ ਨੂੰ ਸਫ਼ਲ ਬਣਾਉਣ ਵਾਲੇ ਵਲੰਟੀਅਰਾਂ ਦੇ ਸਨਮਾਨ ਵਿੱਚ ਸਮਾਗਮ ਕਰਵਾਇਆ।: [303, 1553, 576, 1618]
